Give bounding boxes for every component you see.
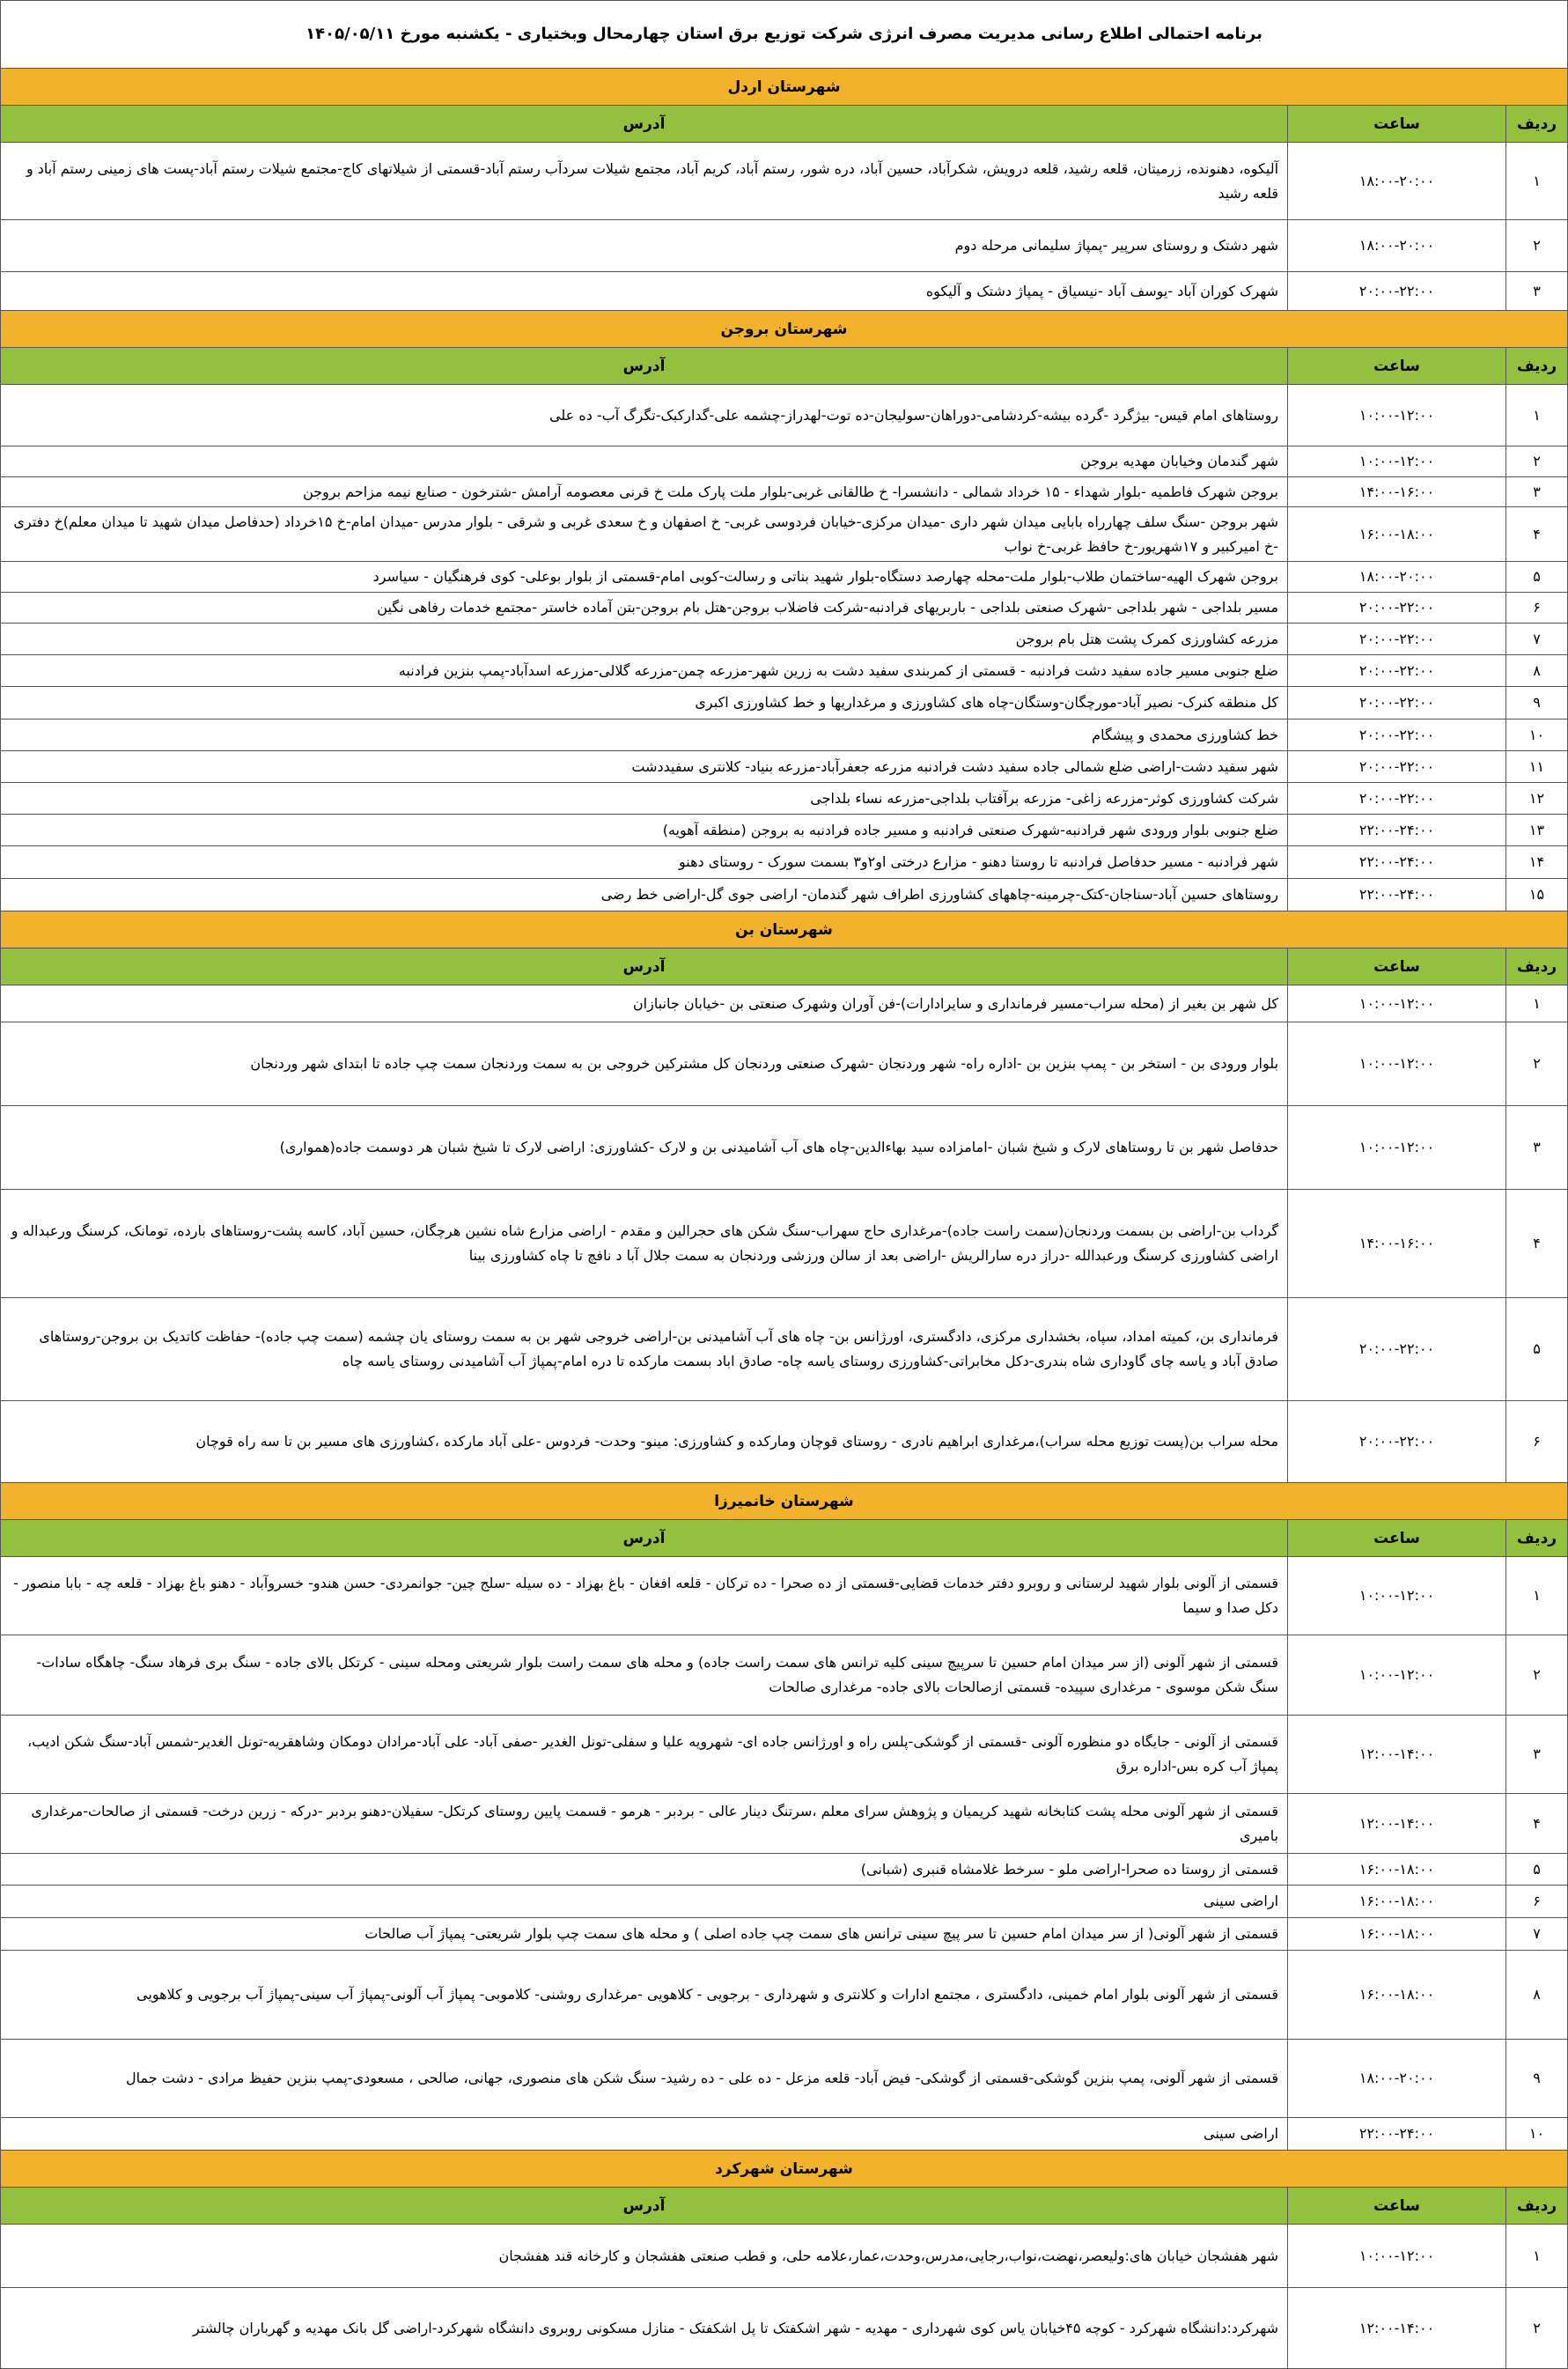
col-header-index: ردیف [1506,948,1568,985]
row-time: ۱۲:۰۰-۱۴:۰۰ [1288,1716,1506,1794]
row-address: ضلع جنوبی بلوار ورودی شهر فرادنبه-شهرک صنعتی فرادنبه و مسیر جاده فرادنبه به بروجن (منطقه آهویه) [1,815,1288,846]
row-time: ۲۰:۰۰-۲۲:۰۰ [1288,272,1506,311]
row-index: ۲ [1506,2288,1568,2369]
row-time: ۲۲:۰۰-۲۴:۰۰ [1288,846,1506,879]
row-index: ۸ [1506,655,1568,687]
table-row [1,815,1568,846]
row-address: شهرک کوران آباد -یوسف آباد -نیسیاق - پمپاژ دشتک و آلیکوه [1,272,1288,311]
row-time: ۱۶:۰۰-۱۸:۰۰ [1288,507,1506,562]
section-title: شهرستان شهرکرد [1,2151,1568,2188]
row-index: ۱ [1506,985,1568,1022]
col-header-address: آدرس [1,106,1288,143]
col-header-time: ساعت [1288,2188,1506,2225]
row-time: ۱۸:۰۰-۲۰:۰۰ [1288,562,1506,593]
table-row [1,2118,1568,2151]
column-header-row [1,948,1568,985]
row-index: ۳ [1506,272,1568,311]
row-index: ۶ [1506,593,1568,624]
row-address: مزرعه کشاورزی کمرک پشت هتل بام بروجن [1,624,1288,655]
table-row [1,1794,1568,1854]
row-time: ۱۰:۰۰-۱۲:۰۰ [1288,985,1506,1022]
table-row [1,985,1568,1022]
row-index: ۶ [1506,1886,1568,1918]
row-address: بروجن شهرک الهیه-ساختمان طلاب-بلوار ملت-محله چهارصد دستگاه-بلوار شهید بناتی و رسالت-کوبی امام-قسمتی از بلوار بوعلی- کوی فرهنگیان - سیاسرد [1,562,1288,593]
table-row [1,1951,1568,2040]
row-address: کل شهر بن بغیر از (محله سراب-مسیر فرمانداری و سایرادارات)-فن آوران وشهرک صنعتی بن -خیابان جانبازان [1,985,1288,1022]
row-address: بروجن شهرک فاطمیه -بلوار شهداء - ۱۵ خرداد شمالی - دانشسرا- خ طالقانی غربی-بلوار ملت پارک ملت خ قرنی معصومه آرامش -شترخون - صنایع نیمه مزاحم بروجن [1,477,1288,507]
column-header-row [1,1520,1568,1557]
row-address: روستاهای حسین آباد-سناجان-کتک-چرمینه-چاههای کشاورزی اطراف شهر گندمان- اراضی جوی گل-اراضی خط رضی [1,879,1288,911]
row-address: خط کشاورزی محمدی و پیشگام [1,720,1288,751]
row-index: ۳ [1506,477,1568,507]
row-index: ۴ [1506,1190,1568,1298]
row-address: محله سراب بن(پست توزیع محله سراب)،مرغداری ابراهیم نادری - روستای قوچان ومارکده و کشاورزی: مینو- وحدت- فردوس -علی آباد مارکده ،کشاورزی های مسیر بن تا سه راه قوچان [1,1401,1288,1483]
table-row [1,507,1568,562]
row-index: ۳ [1506,1106,1568,1190]
row-address: قسمتی از آلونی بلوار شهید لرستانی و روبرو دفتر خدمات قضایی-قسمتی از ده صحرا - ده ترکان - قلعه افغان - باغ بهزاد - ده سیله -سلج چین- جوانمردی- حسن هندو- خسروآباد - دهنو باغ بهزاد - قلعه چه - بابا منصور - دکل صدا و سیما [1,1557,1288,1635]
table-row [1,720,1568,751]
column-header-row [1,2188,1568,2225]
row-index: ۵ [1506,1854,1568,1886]
row-address: شهر فرادنبه - مسیر حدفاصل فرادنبه تا روستا دهنو - مزارع درختی او۲و۳ بسمت سورک - روستای دهنو [1,846,1288,879]
row-time: ۱۸:۰۰-۲۰:۰۰ [1288,2040,1506,2118]
section-title: شهرستان خانمیرزا [1,1483,1568,1520]
row-index: ۱۰ [1506,720,1568,751]
table-row [1,1106,1568,1190]
row-address: شهرکرد:دانشگاه شهرکرد - کوچه ۴۵خیابان یاس کوی شهرداری - مهدیه - شهر اشکفتک تا پل اشکفتک - منازل مسکونی روبروی دانشگاه شهرکرد-اراضی گل بانک مهدیه و گهرباران چالشتر [1,2288,1288,2369]
row-time: ۱۰:۰۰-۱۲:۰۰ [1288,446,1506,477]
table-row [1,1298,1568,1401]
row-index: ۵ [1506,1298,1568,1401]
row-index: ۱ [1506,385,1568,446]
table-row [1,1854,1568,1886]
row-address: مسیر بلداجی - شهر بلداجی -شهرک صنعتی بلداجی - باربریهای فرادنبه-شرکت فاضلاب بروجن-هتل بام بروجن-بتن آماده خاستر -مجتمع خدمات رفاهی نگین [1,593,1288,624]
row-index: ۶ [1506,1401,1568,1483]
table-row [1,751,1568,783]
row-index: ۹ [1506,2040,1568,2118]
row-time: ۱۰:۰۰-۱۲:۰۰ [1288,1557,1506,1635]
column-header-row [1,348,1568,385]
col-header-address: آدرس [1,948,1288,985]
col-header-index: ردیف [1506,2188,1568,2225]
col-header-address: آدرس [1,2188,1288,2225]
table-row [1,846,1568,879]
row-index: ۹ [1506,687,1568,720]
section-header-row [1,69,1568,106]
row-address: شهر دشتک و روستای سرپیر -پمپاژ سلیمانی مرحله دوم [1,220,1288,272]
row-time: ۲۰:۰۰-۲۲:۰۰ [1288,1298,1506,1401]
row-index: ۱ [1506,2225,1568,2288]
col-header-time: ساعت [1288,1520,1506,1557]
row-index: ۱ [1506,143,1568,220]
row-address: قسمتی از شهر آلونی، پمپ بنزین گوشکی-قسمتی از گوشکی- فیض آباد- قلعه مزعل - ده علی - ده رشید- سنگ شکن های منصوری، جهانی، صالحی ، مسعودی-پمپ بنزین حفیظ مرادی - دشت جمال [1,2040,1288,2118]
section-header-row [1,911,1568,948]
column-header-row [1,106,1568,143]
table-row [1,624,1568,655]
col-header-address: آدرس [1,1520,1288,1557]
row-address: قسمتی از شهر آلونی (از سر میدان امام حسین تا سرپیچ سینی کلیه ترانس های سمت راست جاده) و محله های سمت راست بلوار شریعتی ومحله سینی - کرتکل بالای جاده - سنگ بری فرهاد سنگ- چاهگاه سادات- سنگ شکن موسوی - مرغداری سپیده- قسمتی ازصالحات بالای جاده- مرغداری صالحات [1,1635,1288,1716]
row-time: ۲۲:۰۰-۲۴:۰۰ [1288,2118,1506,2151]
row-time: ۲۲:۰۰-۲۴:۰۰ [1288,815,1506,846]
row-address: شهر گندمان وخیابان مهدیه بروجن [1,446,1288,477]
table-row [1,2040,1568,2118]
col-header-time: ساعت [1288,348,1506,385]
row-time: ۱۲:۰۰-۱۴:۰۰ [1288,2288,1506,2369]
row-time: ۲۰:۰۰-۲۲:۰۰ [1288,751,1506,783]
table-row [1,220,1568,272]
row-address: قسمتی از شهر آلونی بلوار امام خمینی، دادگستری ، مجتمع ادارات و کلانتری و شهرداری - برجویی - کلاهویی -مرغداری روشنی- کلاموبی- پمپاژ آب آلونی-پمپاژ آب سینی-پمپاژ آب برجویی و کلاهویی [1,1951,1288,2040]
row-index: ۱ [1506,1557,1568,1635]
table-row [1,2288,1568,2369]
table-row [1,1401,1568,1483]
row-address: آلیکوه، دهنونده، زرمیتان، قلعه رشید، قلعه درویش، شکرآباد، حسین آباد، دره شور، رستم آباد، کریم آباد، مجتمع شیلات سردآب رستم آباد-قسمتی از شیلاتهای کاج-مجتمع شیلات رستم آباد-پست های زمینی رستم آباد و قلعه رشید [1,143,1288,220]
row-address: اراضی سینی [1,1886,1288,1918]
row-time: ۱۰:۰۰-۱۲:۰۰ [1288,2225,1506,2288]
table-row [1,1635,1568,1716]
table-row [1,272,1568,311]
section-title: شهرستان اردل [1,69,1568,106]
row-address: قسمتی از روستا ده صحرا-اراضی ملو - سرخط غلامشاه قنبری (شبانی) [1,1854,1288,1886]
row-address: فرمانداری بن، کمیته امداد، سپاه، بخشداری مرکزی، دادگستری، اورژانس بن- چاه های آب آشامیدنی بن-اراضی خروجی شهر بن به سمت روستای یان چشمه (سمت چپ جاده)- حفاظت کاتدیک بن بروجن-روستاهای صادق آباد و یاسه چای گاوداری شاه بندری-دکل مخابراتی-کشاورزی روستای یاسه چاه- صادق اباد بسمت مارکده تا دره امام-پمپاژ آب آشامیدنی روستای یاسه چاه [1,1298,1288,1401]
col-header-address: آدرس [1,348,1288,385]
table-row [1,477,1568,507]
row-time: ۲۰:۰۰-۲۲:۰۰ [1288,655,1506,687]
schedule-body [1,1,1568,2369]
row-address: حدفاصل شهر بن تا روستاهای لارک و شیخ شبان -امامزاده سید بهاءالدین-چاه های آب آشامیدنی بن و لارک -کشاورزی: اراضی لارک تا شیخ شبان هر دوسمت جاده(همواری) [1,1106,1288,1190]
section-header-row [1,311,1568,348]
row-time: ۱۴:۰۰-۱۶:۰۰ [1288,477,1506,507]
row-time: ۱۸:۰۰-۲۰:۰۰ [1288,143,1506,220]
row-time: ۱۶:۰۰-۱۸:۰۰ [1288,1918,1506,1951]
row-index: ۲ [1506,1022,1568,1106]
table-row [1,1716,1568,1794]
table-row [1,143,1568,220]
row-time: ۱۰:۰۰-۱۲:۰۰ [1288,1022,1506,1106]
row-address: روستاهای امام قیس- بیژگرد -گرده بیشه-کردشامی-دوراهان-سولیجان-ده توت-لهدراز-چشمه علی-گدارکبک-تگرگ آب- ده علی [1,385,1288,446]
row-time: ۱۶:۰۰-۱۸:۰۰ [1288,1951,1506,2040]
row-time: ۲۰:۰۰-۲۲:۰۰ [1288,783,1506,815]
row-index: ۷ [1506,624,1568,655]
table-row [1,562,1568,593]
row-address: شهر هفشجان خیابان های:ولیعصر،نهضت،نواب،رجایی،مدرس،وحدت،عمار،علامه حلی، و قطب صنعتی هفشجان و کارخانه قند هفشجان [1,2225,1288,2288]
row-time: ۱۲:۰۰-۱۴:۰۰ [1288,1794,1506,1854]
row-time: ۲۲:۰۰-۲۴:۰۰ [1288,879,1506,911]
table-row [1,2225,1568,2288]
row-time: ۲۰:۰۰-۲۲:۰۰ [1288,687,1506,720]
row-time: ۱۶:۰۰-۱۸:۰۰ [1288,1886,1506,1918]
section-header-row [1,1483,1568,1520]
row-index: ۲ [1506,1635,1568,1716]
row-index: ۱۱ [1506,751,1568,783]
table-row [1,593,1568,624]
section-title: شهرستان بن [1,911,1568,948]
row-address: شهر سفید دشت-اراضی ضلع شمالی جاده سفید دشت فرادنبه مزرعه جعفرآباد-مزرعه بنیاد- کلانتری سفیددشت [1,751,1288,783]
row-address: گرداب بن-اراضی بن بسمت وردنجان(سمت راست جاده)-مرغداری حاج سهراب-سنگ شکن های حجرالین و مقدم - اراضی مزارع شاه نشین هرچگان، حسین آباد، کاسه پشت-روستاهای بارده، تومانک، کرسنگ ورعبداله و اراضی کشاورزی کرسنگ ورعبدالله -دراز دره سارالریش -اراضی بعد از سالن ورزشی وردنجان به سمت جلال آبا د نافچ تا چاه کشاورزی بینا [1,1190,1288,1298]
table-row [1,1190,1568,1298]
row-index: ۱۵ [1506,879,1568,911]
row-time: ۲۰:۰۰-۲۲:۰۰ [1288,593,1506,624]
table-row [1,783,1568,815]
col-header-index: ردیف [1506,348,1568,385]
row-address: ضلع جنوبی مسیر جاده سفید دشت فرادنبه - قسمتی از کمربندی سفید دشت به زرین شهر-مزرعه چمن-مزرعه گلالی-مزرعه اسدآباد-پمپ بنزین فرادنبه [1,655,1288,687]
row-time: ۱۰:۰۰-۱۲:۰۰ [1288,385,1506,446]
row-index: ۵ [1506,562,1568,593]
section-title: شهرستان بروجن [1,311,1568,348]
row-address: قسمتی از شهر آلونی( از سر میدان امام حسین تا سر پیچ سینی ترانس های سمت چپ جاده اصلی ) و محله های سمت چپ بلوار شریعتی- پمپاژ آب صالحات [1,1918,1288,1951]
table-row [1,687,1568,720]
col-header-index: ردیف [1506,1520,1568,1557]
row-address: کل منطقه کنرک- نصیر آباد-مورچگان-وستگان-چاه های کشاورزی و مرغداریها و خط کشاورزی اکبری [1,687,1288,720]
row-time: ۱۰:۰۰-۱۲:۰۰ [1288,1635,1506,1716]
row-address: قسمتی از شهر آلونی محله پشت کتابخانه شهید کریمیان و پژوهش سرای معلم ،سرتنگ دینار عالی - بردبر - هرمو - قسمت پایین روستای کرتکل- سفیلان-دهنو بردبر -درکه - زرین درخت- قسمتی از صالحات-مرغداری بامیری [1,1794,1288,1854]
row-index: ۳ [1506,1716,1568,1794]
row-address: قسمتی از آلونی - جایگاه دو منظوره آلونی -قسمتی از گوشکی-پلس راه و اورژانس جاده ای- شهرویه علیا و سفلی-تونل الغدیر -صفی آباد- علی آباد-مرادان دومکان وشاهقریه-تونل الغدیر-شمس آباد-سنگ شکن ادیب، پمپاژ آب کره بس-اداره برق [1,1716,1288,1794]
table-row [1,1886,1568,1918]
row-time: ۲۰:۰۰-۲۲:۰۰ [1288,720,1506,751]
row-index: ۸ [1506,1951,1568,2040]
title-row [1,1,1568,69]
col-header-time: ساعت [1288,106,1506,143]
row-index: ۱۴ [1506,846,1568,879]
col-header-time: ساعت [1288,948,1506,985]
row-time: ۱۸:۰۰-۲۰:۰۰ [1288,220,1506,272]
row-time: ۱۰:۰۰-۱۲:۰۰ [1288,1106,1506,1190]
row-index: ۴ [1506,1794,1568,1854]
table-row [1,446,1568,477]
row-address: شرکت کشاورزی کوثر-مزرعه زاغی- مزرعه برآفتاب بلداجی-مزرعه نساء بلداجی [1,783,1288,815]
table-row [1,655,1568,687]
table-row [1,879,1568,911]
page-title: برنامه احتمالی اطلاع رسانی مدیریت مصرف انرژی شرکت توزیع برق استان چهارمحال وبختیاری - یکشنبه مورخ ۱۴۰۵/۰۵/۱۱ [1,1,1568,69]
row-address: بلوار ورودی بن - استخر بن - پمپ بنزین بن -اداره راه- شهر وردنجان -شهرک صنعتی وردنجان کل مشترکین خروجی بن به سمت وردنجان سمت چپ جاده تا ابتدای شهر وردنجان [1,1022,1288,1106]
col-header-index: ردیف [1506,106,1568,143]
row-index: ۲ [1506,446,1568,477]
table-row [1,1022,1568,1106]
row-index: ۴ [1506,507,1568,562]
table-row [1,1557,1568,1635]
table-row [1,1918,1568,1951]
row-index: ۱۲ [1506,783,1568,815]
table-row [1,385,1568,446]
row-index: ۲ [1506,220,1568,272]
row-time: ۲۰:۰۰-۲۲:۰۰ [1288,1401,1506,1483]
row-address: اراضی سینی [1,2118,1288,2151]
row-index: ۱۰ [1506,2118,1568,2151]
row-index: ۱۳ [1506,815,1568,846]
row-time: ۱۴:۰۰-۱۶:۰۰ [1288,1190,1506,1298]
row-index: ۷ [1506,1918,1568,1951]
row-address: شهر بروجن -سنگ سلف چهارراه بابایی میدان شهر داری -میدان مرکزی-خیابان فردوسی غربی- خ اصفهان و خ سعدی غربی و شرقی - بلوار مدرس -میدان امام-خ ۱۵خرداد (حدفاصل میدان شهید تا میدان معلم)خ دفتری -خ امیرکبیر و ۱۷شهریور-خ حافظ غربی-خ نواب [1,507,1288,562]
section-header-row [1,2151,1568,2188]
row-time: ۱۶:۰۰-۱۸:۰۰ [1288,1854,1506,1886]
row-time: ۲۰:۰۰-۲۲:۰۰ [1288,624,1506,655]
